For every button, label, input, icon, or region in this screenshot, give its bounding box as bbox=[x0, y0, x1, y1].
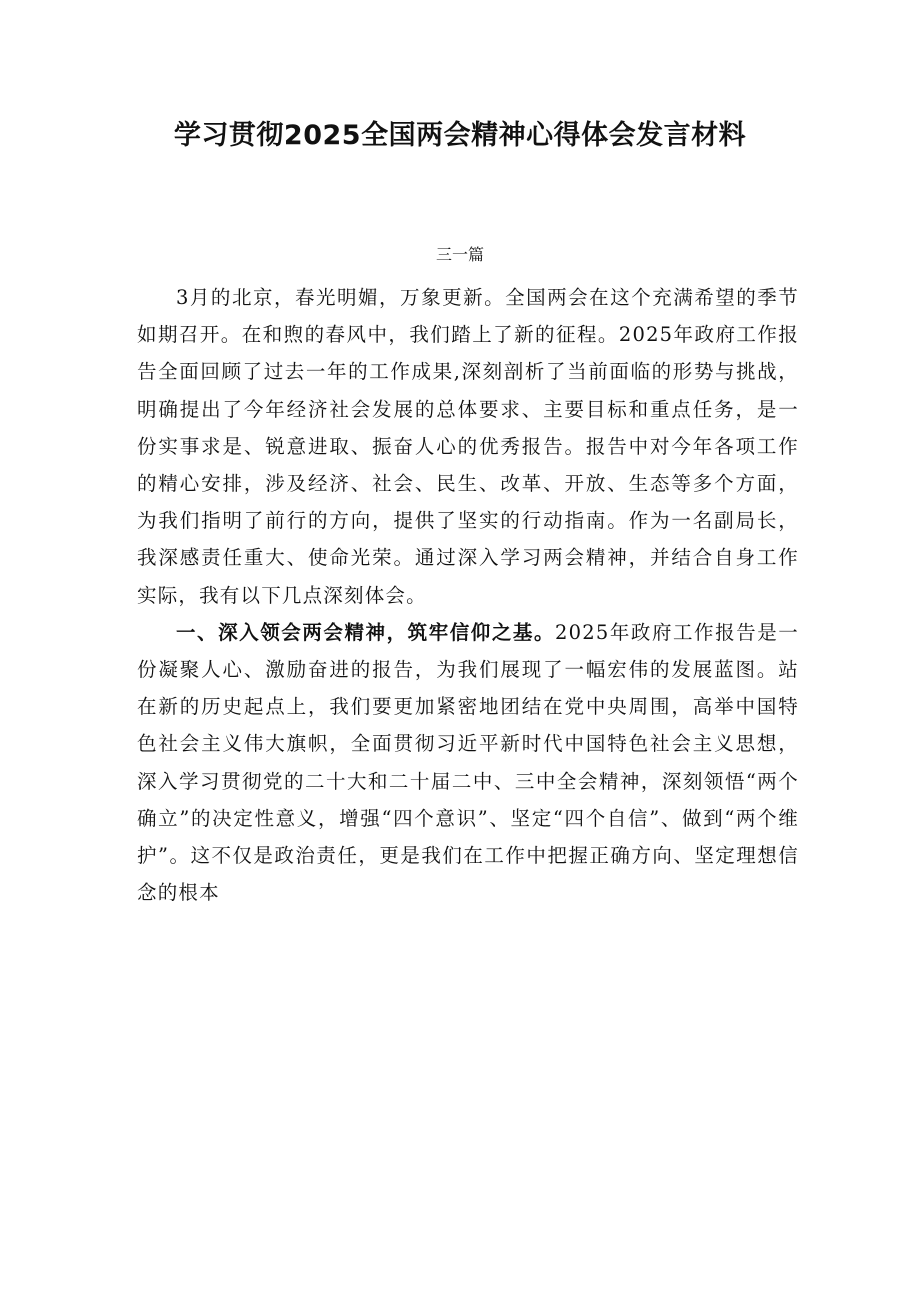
paragraph-section-one bbox=[137, 614, 799, 912]
paragraph-intro: 3月的北京，春光明媚，万象更新。全国两会在这个充满希望的季节如期召开。在和煦的春风中，我们踏上了新的征程。2025年政府工作报告全面回顾了过去一年的工作成果,深刻剖析了当前面临的形势与挑战，明确提出了今年经济社会发展的总体要求、主要目标和重点任务，是一份实事求是、锐意进取、振奋人心的优秀报告。报告中对今年各项工作的精心安排，涉及经济、社会、民生、改革、开放、生态等多个方面，为我们指明了前行的方向，提供了坚实的行动指南。作为一名副局长，我深感责任重大、使命光荣。通过深入学习两会精神，并结合自身工作实际，我有以下几点深刻体会。 bbox=[137, 286, 799, 607]
section-label: 三一篇 bbox=[435, 245, 484, 264]
document-body bbox=[137, 279, 799, 911]
section-one-body: 2025年政府工作报告是一份凝聚人心、激励奋进的报告，为我们展现了一幅宏伟的发展蓝图。站在新的历史起点上，我们要更加紧密地团结在党中央周围，高举中国特色社会主义伟大旗帜，全面贯彻习近平新时代中国特色社会主义思想，深入学习贯彻党的二十大和二十届二中、三中全会精神，深刻领悟“两个确立”的决定性意义，增强“四个意识”、坚定“四个自信”、做到“两个维护”。这不仅是政治责任，更是我们在工作中把握正确方向、坚定理想信念的根本 bbox=[137, 620, 799, 905]
section-one-heading: 一、深入领会两会精神，筑牢信仰之基。 bbox=[176, 620, 556, 644]
document-title: 学习贯彻2025全国两会精神心得体会发言材料 bbox=[173, 120, 747, 151]
